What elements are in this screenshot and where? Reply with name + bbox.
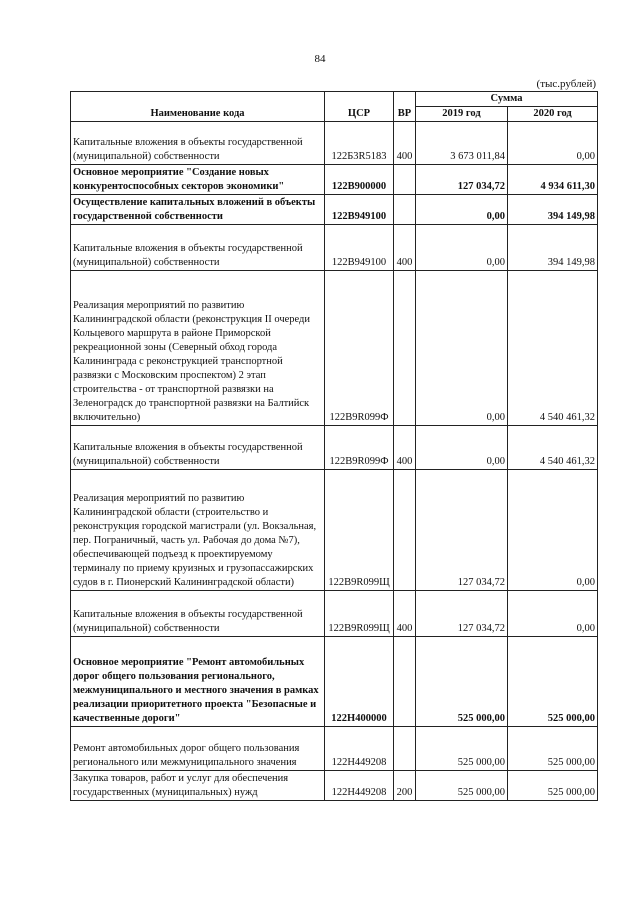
row-2020: 394 149,98 xyxy=(508,225,598,271)
row-name: Основное мероприятие "Ремонт автомобильных дорог общего пользования регионального, межмуниципального и местного значения в рамках реализации приоритетного проекта "Безопасные и качественные дороги" xyxy=(71,637,325,727)
row-vr xyxy=(394,165,416,195)
row-name: Закупка товаров, работ и услуг для обеспечения государственных (муниципальных) нужд xyxy=(71,771,325,801)
row-csr: 122В949100 xyxy=(325,225,394,271)
row-vr xyxy=(394,470,416,591)
row-2020: 525 000,00 xyxy=(508,771,598,801)
row-name: Капитальные вложения в объекты государственной (муниципальной) собственности xyxy=(71,591,325,637)
table-row xyxy=(71,426,598,470)
row-vr xyxy=(394,271,416,426)
row-2020: 525 000,00 xyxy=(508,637,598,727)
row-name: Реализация мероприятий по развитию Калининградской области (реконструкция II очереди Кольцевого маршрута в районе Приморской рекреационной зоны (Северный обход города Калининграда с реконструкцией транспортной развязки с Московским проспектом) 2 этап строительства - от транспортной развязки на Зеленоградск до транспортной развязки на Балтийск включительно) xyxy=(71,271,325,426)
table-row xyxy=(71,195,598,225)
row-name: Капитальные вложения в объекты государственной (муниципальной) собственности xyxy=(71,122,325,165)
header-name: Наименование кода xyxy=(71,92,325,122)
budget-table xyxy=(70,91,598,801)
row-name: Реализация мероприятий по развитию Калининградской области (строительство и реконструкция городской магистрали (ул. Вокзальная, пер. Пограничный, часть ул. Рабочая до дома №7), обеспечивающей подъезд к проектируемому терминалу по приему круизных и грузопассажирских судов в г. Пионерский Калининградской области) xyxy=(71,470,325,591)
header-2020: 2020 год xyxy=(508,107,598,122)
row-2019: 3 673 011,84 xyxy=(416,122,508,165)
page-number: 84 xyxy=(314,53,326,65)
row-csr: 122В900000 xyxy=(325,165,394,195)
row-2019: 525 000,00 xyxy=(416,771,508,801)
row-name: Капитальные вложения в объекты государственной (муниципальной) собственности xyxy=(71,225,325,271)
row-2019: 0,00 xyxy=(416,225,508,271)
row-2020: 4 540 461,32 xyxy=(508,426,598,470)
row-csr: 122В9R099Щ xyxy=(325,470,394,591)
row-2019: 0,00 xyxy=(416,195,508,225)
row-csr: 122В9R099Щ xyxy=(325,591,394,637)
row-csr: 122В9R099Ф xyxy=(325,271,394,426)
row-vr xyxy=(394,727,416,771)
row-name: Основное мероприятие "Создание новых конкурентоспособных секторов экономики" xyxy=(71,165,325,195)
row-2019: 0,00 xyxy=(416,271,508,426)
row-vr xyxy=(394,637,416,727)
header-csr: ЦСР xyxy=(325,92,394,122)
row-2020: 394 149,98 xyxy=(508,195,598,225)
table-row xyxy=(71,225,598,271)
table-row xyxy=(71,727,598,771)
table-row xyxy=(71,637,598,727)
row-2019: 127 034,72 xyxy=(416,470,508,591)
row-2019: 127 034,72 xyxy=(416,165,508,195)
row-csr: 122В9R099Ф xyxy=(325,426,394,470)
table-body xyxy=(71,122,598,801)
row-csr: 122В949100 xyxy=(325,195,394,225)
row-2020: 4 540 461,32 xyxy=(508,271,598,426)
row-2019: 525 000,00 xyxy=(416,727,508,771)
table-row xyxy=(71,165,598,195)
units-label: (тыс.рублей) xyxy=(536,78,596,90)
row-2020: 0,00 xyxy=(508,122,598,165)
row-vr: 400 xyxy=(394,426,416,470)
table-row xyxy=(71,771,598,801)
row-vr: 200 xyxy=(394,771,416,801)
header-sum: Сумма xyxy=(416,92,598,107)
header-vr: ВР xyxy=(394,92,416,122)
row-name: Капитальные вложения в объекты государственной (муниципальной) собственности xyxy=(71,426,325,470)
row-vr xyxy=(394,195,416,225)
table-row xyxy=(71,470,598,591)
row-vr: 400 xyxy=(394,591,416,637)
row-2020: 0,00 xyxy=(508,591,598,637)
row-name: Осуществление капитальных вложений в объекты государственной собственности xyxy=(71,195,325,225)
row-2019: 127 034,72 xyxy=(416,591,508,637)
row-2020: 4 934 611,30 xyxy=(508,165,598,195)
row-csr: 122Н400000 xyxy=(325,637,394,727)
row-2019: 525 000,00 xyxy=(416,637,508,727)
row-vr: 400 xyxy=(394,122,416,165)
row-csr: 122Н449208 xyxy=(325,771,394,801)
row-name: Ремонт автомобильных дорог общего пользования регионального или межмуниципального значения xyxy=(71,727,325,771)
row-2019: 0,00 xyxy=(416,426,508,470)
row-csr: 122Б3R5183 xyxy=(325,122,394,165)
row-csr: 122Н449208 xyxy=(325,727,394,771)
row-vr: 400 xyxy=(394,225,416,271)
table-row xyxy=(71,122,598,165)
header-2019: 2019 год xyxy=(416,107,508,122)
row-2020: 0,00 xyxy=(508,470,598,591)
row-2020: 525 000,00 xyxy=(508,727,598,771)
table-header xyxy=(71,92,598,122)
table-row xyxy=(71,271,598,426)
table-row xyxy=(71,591,598,637)
